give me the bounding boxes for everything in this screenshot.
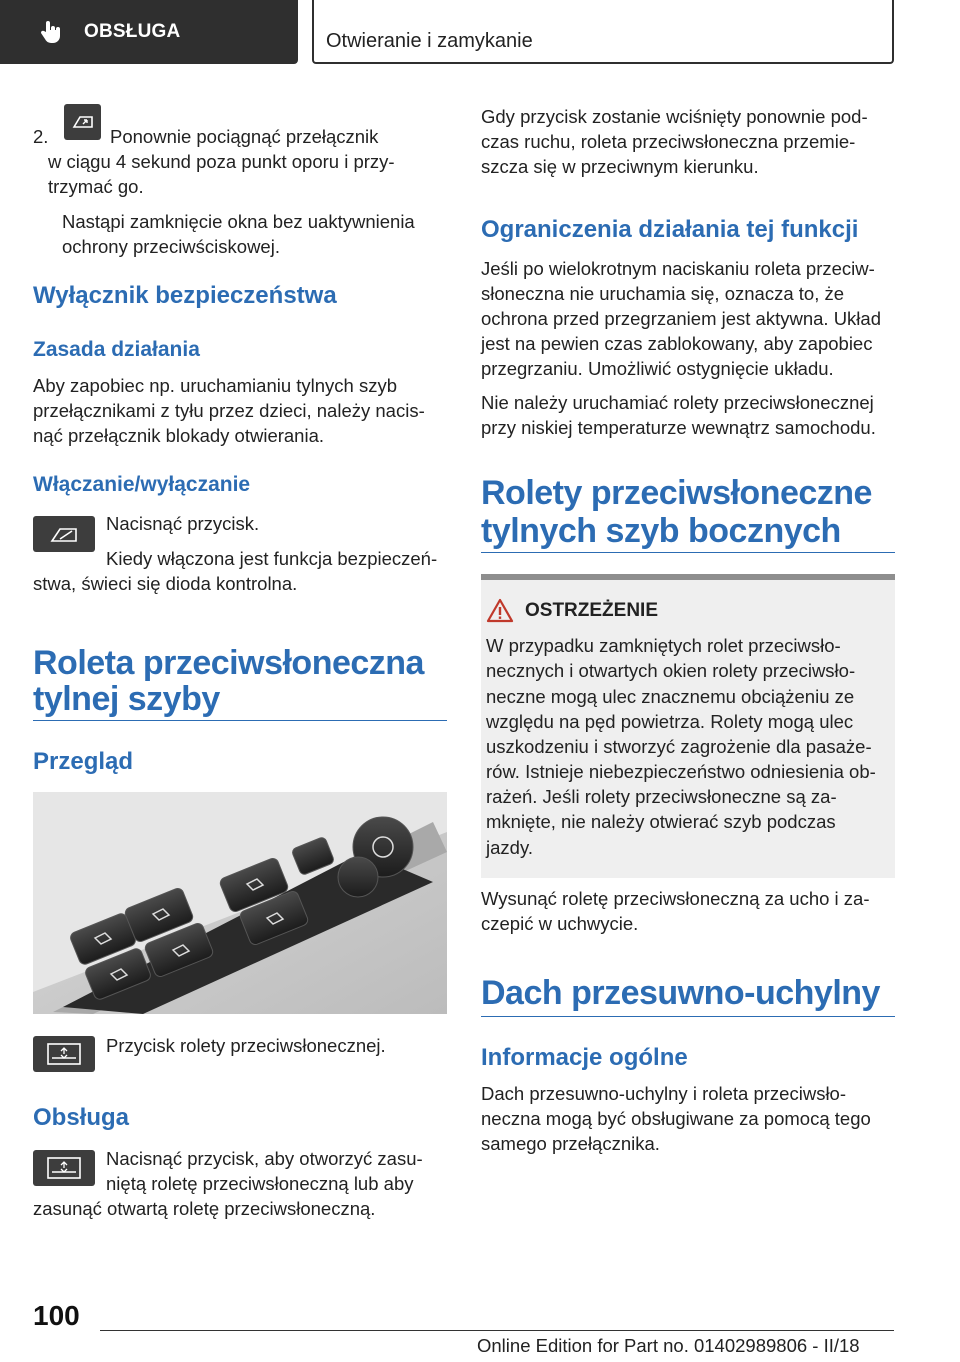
- limits-line5: przegrzaniu. Umożliwić ostygnięcie układu.: [481, 358, 834, 379]
- hand-icon: [38, 19, 64, 45]
- principle-line1: Aby zapobiec np. uruchamianiu tylnych szyb: [33, 375, 398, 396]
- chapter-title: Otwieranie i zamykanie: [326, 30, 533, 52]
- warning-line: W przypadku zamkniętych rolet przeciwsło-: [486, 635, 841, 656]
- general-line2: neczna mogą być obsługiwane za pomocą tego: [481, 1108, 871, 1129]
- onoff-line1: Nacisnąć przycisk.: [106, 513, 260, 534]
- warning-line: rażeń. Jeśli rolety przeciwsłoneczne są za-: [486, 786, 837, 807]
- chapter-header: [312, 0, 894, 64]
- side-blinds-heading-1: Rolety przeciwsłoneczne: [481, 474, 872, 512]
- intro-line2: czas ruchu, roleta przeciwsłoneczna przemie-: [481, 131, 856, 152]
- step2-line2: w ciągu 4 sekund poza punkt oporu i przy-: [48, 151, 395, 172]
- limits-line1: Jeśli po wielokrotnym naciskaniu roleta przeciw-: [481, 258, 875, 279]
- heading-rule-sunroof: [481, 1016, 895, 1017]
- operation-line1: Nacisnąć przycisk, aby otworzyć zasu-: [106, 1148, 423, 1169]
- warning-line: rów. Istnieje niebezpieczeństwo odniesienia ob-: [486, 761, 876, 782]
- step2-line1: Ponownie pociągnąć przełącznik: [110, 126, 379, 147]
- side-line1: Wysunąć roletę przeciwsłoneczną za ucho i za-: [481, 888, 870, 909]
- step2-result-1: Nastąpi zamknięcie okna bez uaktywnienia: [62, 211, 415, 232]
- sun-blind-button-icon: [33, 1036, 95, 1072]
- general-heading: Informacje ogólne: [481, 1044, 688, 1071]
- step2-line3: trzymać go.: [48, 176, 144, 197]
- warning-line: uszkodzeniu i stworzyć zagrożenie dla pasaże-: [486, 736, 872, 757]
- warning-title: OSTRZEŻENIE: [525, 600, 659, 621]
- onoff-heading: Włączanie/wyłączanie: [33, 473, 251, 496]
- limits-line7: przy niskiej temperaturze wewnątrz samochodu.: [481, 417, 876, 438]
- limits-line3: ochrona przed przegrzaniem jest aktywna. Układ: [481, 308, 881, 329]
- rear-blind-heading-2: tylnej szyby: [33, 680, 220, 718]
- principle-line3: nąć przełącznik blokady otwierania.: [33, 425, 325, 446]
- safety-switch-heading: Wyłącznik bezpieczeństwa: [33, 282, 337, 309]
- rear-blind-heading-1: Roleta przeciwsłoneczna: [33, 644, 424, 682]
- limits-line2: słoneczna nie uruchamia się, oznacza to, że: [481, 283, 845, 304]
- intro-line3: szcza się w przeciwnym kierunku.: [481, 156, 759, 177]
- warning-line: mknięte, nie należy otwierać szyb podczas: [486, 811, 836, 832]
- warning-line: jazdy.: [486, 837, 533, 858]
- warning-line: necznych i otwartych okien rolety przeciwsło-: [486, 660, 856, 681]
- section-tab[interactable]: [0, 0, 298, 64]
- section-tab-label: OBSŁUGA: [84, 21, 181, 42]
- window-switch-icon: [64, 104, 101, 140]
- limits-line4: jest na pewien czas zablokowany, aby zapobiec: [481, 333, 873, 354]
- sunroof-heading: Dach przesuwno-uchylny: [481, 974, 880, 1012]
- warning-line: neczne mogą ulec znacznemu obciążeniu ze: [486, 686, 855, 707]
- footer-edition: Online Edition for Part no. 01402989806 - II/18: [477, 1335, 860, 1356]
- heading-rule: [33, 720, 447, 721]
- onoff-line2: Kiedy włączona jest funkcja bezpieczeń-: [106, 548, 438, 569]
- step-number: 2.: [33, 126, 49, 147]
- intro-line1: Gdy przycisk zostanie wciśnięty ponownie pod-: [481, 106, 868, 127]
- limits-heading: Ograniczenia działania tej funkcji: [481, 216, 859, 243]
- footer-rule: [100, 1330, 894, 1331]
- general-line3: samego przełącznika.: [481, 1133, 660, 1154]
- page-number: 100: [33, 1300, 80, 1331]
- operation-heading: Obsługa: [33, 1104, 130, 1131]
- operation-line2: niętą roletę przeciwsłoneczną lub aby: [106, 1173, 414, 1194]
- operation-line3: zasunąć otwartą roletę przeciwsłoneczną.: [33, 1198, 376, 1219]
- warning-triangle-icon: [486, 598, 514, 623]
- heading-rule-right: [481, 552, 895, 553]
- sun-blind-button-icon-2: [33, 1150, 95, 1186]
- blind-button-caption: Przycisk rolety przeciwsłonecznej.: [106, 1035, 386, 1056]
- principle-line2: przełącznikami z tyłu przez dzieci, należy nacis-: [33, 400, 425, 421]
- principle-heading: Zasada działania: [33, 338, 200, 361]
- door-switch-panel-photo: [33, 792, 447, 1014]
- step2-result-2: ochrony przeciwściskowej.: [62, 236, 280, 257]
- lock-switch-icon: [33, 516, 95, 552]
- general-line1: Dach przesuwno-uchylny i roleta przeciwsło-: [481, 1083, 847, 1104]
- overview-heading: Przegląd: [33, 748, 134, 775]
- warning-line: względu na pęd powietrza. Rolety mogą ulec: [486, 711, 854, 732]
- limits-line6: Nie należy uruchamiać rolety przeciwsłonecznej: [481, 392, 874, 413]
- onoff-line3: stwa, świeci się dioda kontrolna.: [33, 573, 298, 594]
- side-blinds-heading-2: tylnych szyb bocznych: [481, 512, 841, 550]
- side-line2: czepić w uchwycie.: [481, 913, 639, 934]
